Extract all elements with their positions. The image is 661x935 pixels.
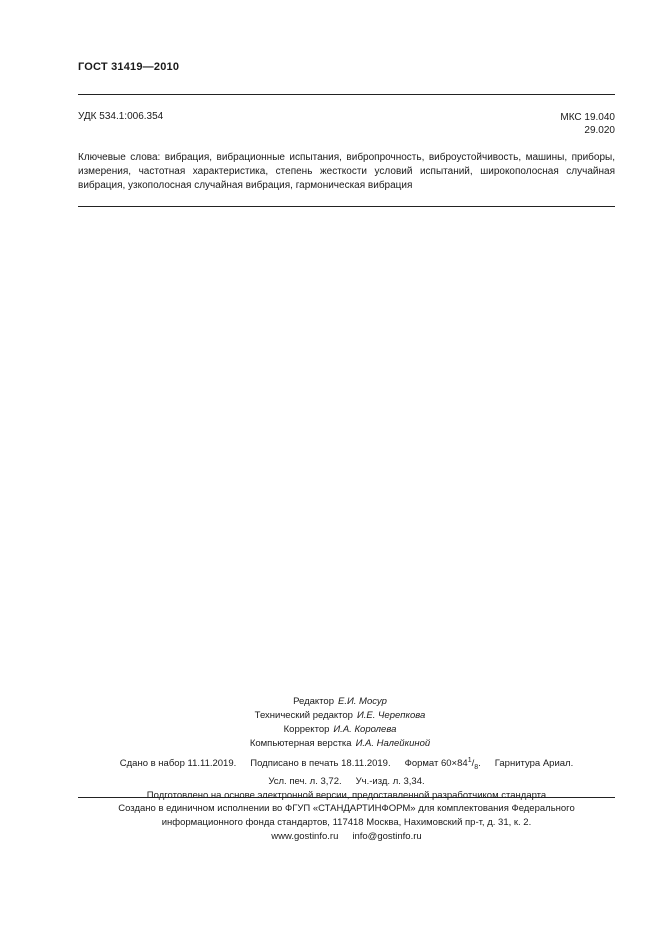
publisher-line-1: Создано в единичном исполнении во ФГУП «СТАНДАРТИНФОРМ» для комплектования Федерального <box>118 803 575 814</box>
paper-format: Формат $60\times 84^1/_8$. <box>404 757 481 772</box>
credit-name: Е.И. Мосур <box>337 696 387 707</box>
credit-tech-editor <box>200 709 480 723</box>
credit-layout <box>200 737 480 751</box>
credits-block <box>200 695 480 751</box>
printed-sheets: Усл. печ. л. 3,72. <box>268 776 342 788</box>
email-link[interactable]: info@gostinfo.ru <box>352 831 422 842</box>
typeset-date: Сдано в набор 11.11.2019. <box>119 758 237 770</box>
publisher-block <box>78 802 615 844</box>
credit-name: И.А. Королева <box>333 724 397 735</box>
website-link[interactable]: www.gostinfo.ru <box>271 831 339 842</box>
mks-code-1: МКС 19.040 <box>560 112 615 123</box>
font-family-info: Гарнитура Ариал. <box>494 758 574 770</box>
credit-role: Технический редактор <box>254 710 353 721</box>
credit-role: Редактор <box>293 696 334 707</box>
print-info-block <box>78 754 615 803</box>
publisher-contacts <box>78 830 615 844</box>
mks-codes <box>560 111 615 137</box>
prepared-note: Подготовлено на основе электронной версии, предоставленной разработчиком стандарта <box>146 790 547 802</box>
mks-code-2: 29.020 <box>584 125 615 136</box>
edition-sheets: Уч.-изд. л. 3,34. <box>355 776 425 788</box>
keywords-rule <box>78 206 615 207</box>
keywords-paragraph: Ключевые слова: вибрация, вибрационные испытания, вибропрочность, виброустойчивость, машины, приборы, измерения, частотная характеристика, степень жесткости условий испытаний, широкополосная случайная вибрация, узкополосная случайная вибрация, гармоническая вибрация <box>78 152 615 191</box>
credit-name: И.Е. Черепкова <box>356 710 426 721</box>
print-info-row-1 <box>78 754 615 775</box>
credit-name: И.А. Налейкиной <box>355 738 431 749</box>
credit-role: Корректор <box>283 724 330 735</box>
print-info-row-2 <box>78 775 615 789</box>
publisher-rule <box>78 797 615 798</box>
udc-code: УДК 534.1:006.354 <box>78 111 164 122</box>
credit-role: Компьютерная верстка <box>249 738 352 749</box>
publisher-line-2: информационного фонда стандартов, 117418 Москва, Нахимовский пр-т, д. 31, к. 2. <box>161 817 532 828</box>
credit-editor <box>200 695 480 709</box>
signed-date: Подписано в печать 18.11.2019. <box>250 758 391 770</box>
document-code: ГОСТ 31419—2010 <box>78 61 180 73</box>
credit-corrector <box>200 723 480 737</box>
top-rule <box>78 94 615 95</box>
